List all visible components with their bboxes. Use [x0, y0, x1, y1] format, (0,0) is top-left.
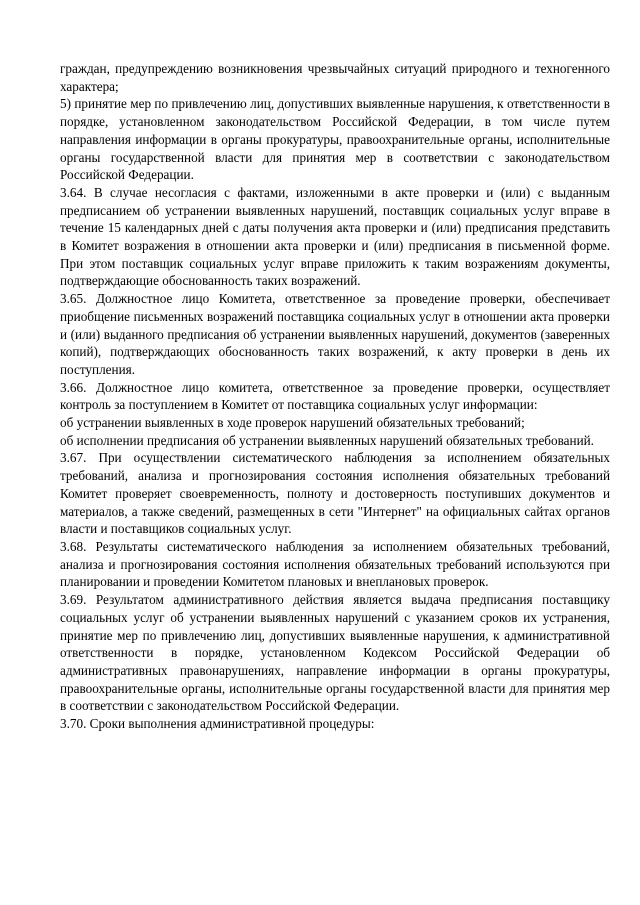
- paragraph-item-5: 5) принятие мер по привлечению лиц, допустивших выявленные нарушения, к ответственности в порядке, установленном законодательством Российской Федерации, в том числе путем направления информации в органы прокуратуры, правоохранительные органы, исполнительные органы государственной власти для принятия мер в соответствии с законодательством Российской Федерации.: [60, 96, 610, 183]
- paragraph-3-68: 3.68. Результаты систематического наблюдения за исполнением обязательных требований, анализа и прогнозирования состояния исполнения обязательных требований используются при планировании и проведении Комитетом плановых и внеплановых проверок.: [60, 538, 610, 590]
- document-page: [60, 60, 610, 733]
- paragraph-continuation: граждан, предупреждению возникновения чрезвычайных ситуаций природного и техногенного характера;: [60, 61, 610, 94]
- paragraph-3-65: 3.65. Должностное лицо Комитета, ответственное за проведение проверки, обеспечивает приобщение письменных возражений поставщика социальных услуг в отношении акта проверки и (или) выданного предписания об устранении выявленных нарушений, документов (заверенных копий), подтверждающих обоснованность таких возражений, к акту проверки в день их поступления.: [60, 291, 610, 377]
- paragraph-3-66-item-2: об исполнении предписания об устранении выявленных нарушений обязательных требований.: [60, 432, 594, 448]
- paragraph-3-70: 3.70. Сроки выполнения административной процедуры:: [60, 716, 375, 732]
- paragraph-3-67: 3.67. При осуществлении систематического наблюдения за исполнением обязательных требований, анализа и прогнозирования состояния исполнения обязательных требований Комитет проверяет своевременность, полноту и достоверность поступивших документов и материалов, а также сведений, размещенных в сети "Интернет" на официальных сайтах органов власти и поставщиков социальных услуг.: [60, 450, 610, 537]
- paragraph-3-69: 3.69. Результатом административного действия является выдача предписания поставщику социальных услуг об устранении выявленных нарушений с указанием сроков их устранения, принятие мер по привлечению лиц, допустивших выявленные нарушения, к административной ответственности в порядке, установленном Кодексом Российской Федерации об административных правонарушениях, направление информации в органы прокуратуры, правоохранительные органы, исполнительные органы государственной власти для принятия мер в соответствии с законодательством Российской Федерации.: [60, 592, 610, 714]
- paragraph-3-66-item-1: об устранении выявленных в ходе проверок нарушений обязательных требований;: [60, 415, 525, 431]
- paragraph-3-66: 3.66. Должностное лицо комитета, ответственное за проведение проверки, осуществляет контроль за поступлением в Комитет от поставщика социальных услуг информации:: [60, 379, 610, 413]
- paragraph-3-64: 3.64. В случае несогласия с фактами, изложенными в акте проверки и (или) с выданным предписанием об устранении выявленных нарушений, поставщик социальных услуг вправе в течение 15 календарных дней с даты получения акта проверки и (или) предписания представить в Комитет возражения в отношении акта проверки и (или) предписания в письменной форме. При этом поставщик социальных услуг вправе приложить к таким возражениям документы, подтверждающие обоснованность таких возражений.: [60, 184, 610, 289]
